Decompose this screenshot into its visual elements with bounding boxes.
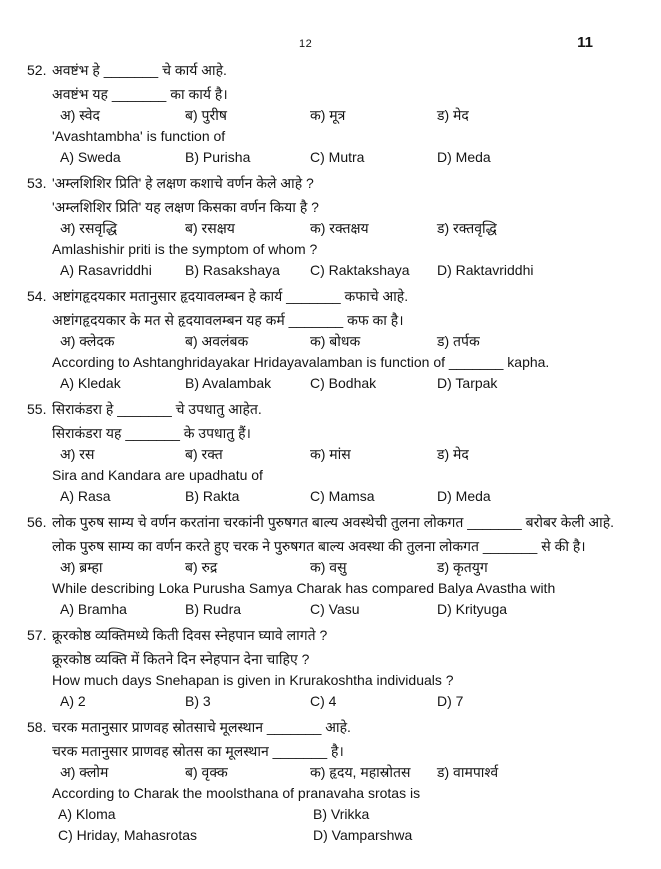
option-a-english: A) Kledak [60, 375, 121, 391]
questions-list [27, 60, 639, 851]
question-text-marathi: 'अम्लशिशिर प्रिति' हे लक्षण कशाचे वर्णन केले आहे ? [52, 175, 314, 191]
question-58 [27, 717, 639, 846]
options-devanagari [52, 762, 639, 783]
option-c-english: C) Bodhak [310, 375, 377, 391]
option-d-english: D) Meda [437, 488, 491, 504]
option-b-devanagari: ब) वृक्क [185, 764, 228, 780]
question-text-hindi: 'अम्लशिशिर प्रिति' यह लक्षण किसका वर्णन किया है ? [52, 199, 319, 215]
option-b-devanagari: ब) रसक्षय [185, 220, 235, 236]
option-a-devanagari: अ) रस [60, 446, 95, 462]
question-number: 58. [27, 719, 47, 735]
question-text-marathi: अवष्टंभ हे _______ चे कार्य आहे. [52, 62, 227, 78]
question-text-english: 'Avashtambha' is function of [52, 128, 226, 144]
option-c-english: C) Vasu [310, 601, 360, 617]
question-number: 54. [27, 288, 47, 304]
question-55 [27, 399, 639, 507]
option-a-devanagari: अ) ब्रम्हा [60, 559, 103, 575]
option-a-english: A) Rasavriddhi [60, 262, 152, 278]
option-a-devanagari: अ) रसवृद्धि [60, 220, 118, 236]
option-c-english: C) 4 [310, 693, 337, 709]
options-english [52, 804, 639, 846]
option-d-devanagari: ड) तर्पक [437, 333, 480, 349]
question-52 [27, 60, 639, 168]
option-a-english: A) 2 [60, 693, 86, 709]
question-text-hindi: सिराकंडरा यह _______ के उपधातु हैं। [52, 425, 251, 441]
options-english [52, 486, 639, 507]
option-d-devanagari: ड) रक्तवृद्धि [437, 220, 497, 236]
option-d-english: D) 7 [437, 693, 464, 709]
question-text-english: According to Charak the moolsthana of pranavaha srotas is [52, 785, 421, 801]
option-b-devanagari: ब) पुरीष [185, 107, 227, 123]
question-53 [27, 173, 639, 281]
option-c-english: C) Mamsa [310, 488, 375, 504]
options-english [52, 373, 639, 394]
question-text-marathi: चरक मतानुसार प्राणवह स्रोतसाचे मूलस्थान _______ आहे. [52, 719, 351, 735]
option-d-devanagari: ड) मेद [437, 107, 469, 123]
options-english [52, 147, 639, 168]
option-c-devanagari: क) मांस [310, 446, 351, 462]
option-b-devanagari: ब) अवलंबक [185, 333, 249, 349]
question-text-english: While describing Loka Purusha Samya Charak has compared Balya Avastha with [52, 580, 556, 596]
option-c-english: C) Hriday, Mahasrotas [58, 827, 198, 843]
option-c-devanagari: क) बोधक [310, 333, 361, 349]
question-text-english: According to Ashtanghridayakar Hridayavalamban is function of _______ kapha. [52, 354, 550, 370]
option-d-devanagari: ड) कृतयुग [437, 559, 488, 575]
option-a-devanagari: अ) क्लोम [60, 764, 109, 780]
option-b-english: B) Vrikka [313, 806, 370, 822]
option-b-english: B) Avalambak [185, 375, 272, 391]
page-number-center: 12 [299, 38, 313, 50]
question-text-hindi: अष्टांगहृदयकार के मत से हृदयावलम्बन यह कर्म _______ कफ का है। [52, 312, 404, 328]
option-a-english: A) Rasa [60, 488, 111, 504]
question-text-hindi: चरक मतानुसार प्राणवह स्रोतस का मूलस्थान _______ है। [52, 743, 344, 759]
option-d-english: D) Raktavriddhi [437, 262, 534, 278]
option-a-english: A) Bramha [60, 601, 127, 617]
question-54 [27, 286, 639, 394]
question-text-english: Amlashishir priti is the symptom of whom ? [52, 241, 318, 257]
option-c-devanagari: क) मूत्र [310, 107, 346, 123]
option-b-english: B) Purisha [185, 149, 251, 165]
page-number-right: 11 [577, 34, 593, 51]
option-c-devanagari: क) रक्तक्षय [310, 220, 369, 236]
question-text-english: Sira and Kandara are upadhatu of [52, 467, 263, 483]
option-c-devanagari: क) वसु [310, 559, 347, 575]
question-text-marathi: अष्टांगहृदयकार मतानुसार हृदयावलम्बन हे कार्य _______ कफाचे आहे. [52, 288, 409, 304]
question-text-hindi: लोक पुरुष साम्य का वर्णन करते हुए चरक ने पुरुषगत बाल्य अवस्था की तुलना लोकगत _______ से की है। [52, 538, 586, 554]
option-d-english: D) Meda [437, 149, 491, 165]
option-c-english: C) Mutra [310, 149, 365, 165]
option-c-english: C) Raktakshaya [310, 262, 410, 278]
question-number: 53. [27, 175, 47, 191]
option-b-devanagari: ब) रक्त [185, 446, 223, 462]
question-56 [27, 512, 639, 620]
question-text-marathi: क्रूरकोष्ठ व्यक्तिमध्ये किती दिवस स्नेहपान घ्यावे लागते ? [52, 627, 328, 643]
question-57 [27, 625, 639, 712]
question-number: 55. [27, 401, 47, 417]
question-text-hindi: क्रूरकोष्ठ व्यक्ति में कितने दिन स्नेहपान देना चाहिए ? [52, 651, 310, 667]
option-b-english: B) Rasakshaya [185, 262, 280, 278]
question-number: 52. [27, 62, 47, 78]
option-b-english: B) Rudra [185, 601, 242, 617]
question-text-hindi: अवष्टंभ यह _______ का कार्य है। [52, 86, 228, 102]
options-devanagari [52, 331, 639, 352]
option-a-english: A) Sweda [60, 149, 121, 165]
question-text-marathi: सिराकंडरा हे _______ चे उपधातु आहेत. [52, 401, 262, 417]
option-c-devanagari: क) हृदय, महास्रोतस [310, 764, 411, 780]
option-b-english: B) 3 [185, 693, 211, 709]
question-number: 56. [27, 514, 47, 530]
option-d-english: D) Tarpak [437, 375, 498, 391]
options-devanagari [52, 105, 639, 126]
option-b-english: B) Rakta [185, 488, 240, 504]
options-english [52, 260, 639, 281]
options-english [52, 691, 639, 712]
question-number: 57. [27, 627, 47, 643]
option-d-english: D) Vamparshwa [313, 827, 413, 843]
option-b-devanagari: ब) रुद्र [185, 559, 218, 575]
question-text-marathi: लोक पुरुष साम्य चे वर्णन करतांना चरकांनी पुरुषगत बाल्य अवस्थेची तुलना लोकगत _______ बरोबर केली आहे. [52, 514, 615, 530]
option-a-english: A) Kloma [58, 806, 116, 822]
options-devanagari [52, 444, 639, 465]
question-text-english: How much days Snehapan is given in Krurakoshtha individuals ? [52, 672, 454, 688]
options-devanagari [52, 557, 639, 578]
option-d-english: D) Krityuga [437, 601, 508, 617]
option-a-devanagari: अ) क्लेदक [60, 333, 115, 349]
option-d-devanagari: ड) मेद [437, 446, 469, 462]
option-a-devanagari: अ) स्वेद [60, 107, 100, 123]
options-english [52, 599, 639, 620]
option-d-devanagari: ड) वामपार्श्व [437, 764, 499, 780]
options-devanagari [52, 218, 639, 239]
